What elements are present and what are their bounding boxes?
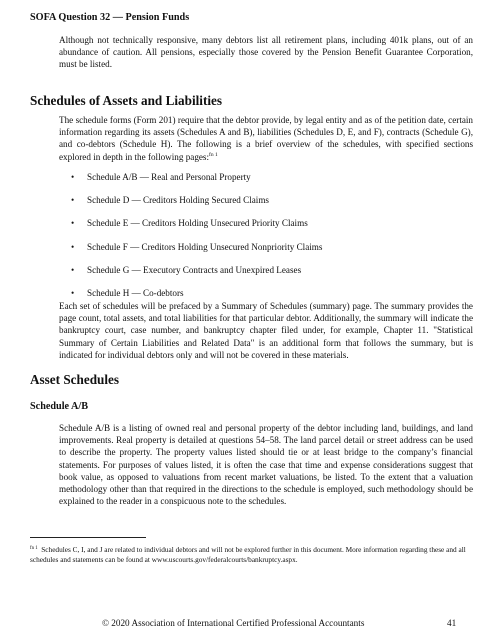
schedules-intro-paragraph (59, 114, 473, 163)
schedule-ab-body: Schedule A/B is a listing of owned real and personal property of the debtor including land, buildings, and land improvements. Real property is detailed at questions 54–58. The land parcel detail or street address can be used to describe the property. The property values listed should tie or at least bridge to the company’s financial statements. For purposes of values listed, it is often the case that time and expense considerations suggest that book value, as opposed to valuations from recent market valuations, be listed. To the extent that a valuation methodology other than that required in the directions to the schedule is employed, such methodology should be explained to the reader in a conspicuous note to the schedules. (59, 423, 473, 507)
footnote-reference: fn 1 (209, 151, 218, 158)
footnote (30, 545, 470, 565)
list-item (59, 264, 473, 276)
list-item (59, 194, 473, 206)
schedules-intro-text: The schedule forms (Form 201) require that the debtor provide, by legal entity and as of the petition date, certain information regarding its assets (Schedules A and B), liabilities (Schedules D, E, and F), contracts (Schedule G), and co-debtors (Schedule H). The following is a brief overview of the schedules, with specified sections explored in depth in the following pages: (59, 115, 473, 162)
list-item-text: Schedule D — Creditors Holding Secured Claims (87, 195, 269, 206)
footnote-text: Schedules C, I, and J are related to individual debtors and will not be explored further in this document. More information regarding these and all schedules and statements can be found at www.uscourts.gov/federalcourts/bankruptcy.aspx. (30, 545, 466, 565)
list-item-text: Schedule H — Co-debtors (87, 287, 184, 298)
bullet-icon: • (71, 218, 75, 229)
bullet-icon: • (71, 241, 75, 252)
sofa-question-heading: SOFA Question 32 — Pension Funds (30, 12, 190, 23)
footnote-marker: fn 1 (30, 546, 38, 551)
list-item (59, 287, 473, 299)
schedule-list (59, 171, 473, 310)
bullet-icon: • (71, 287, 75, 298)
bullet-icon: • (71, 195, 75, 206)
asset-schedules-heading: Asset Schedules (30, 372, 120, 387)
list-item-text: Schedule G — Executory Contracts and Unexpired Leases (87, 264, 302, 275)
list-item-text: Schedule E — Creditors Holding Unsecured Priority Claims (87, 218, 308, 229)
sofa-question-body: Although not technically responsive, many debtors list all retirement plans, including 401k plans, out of an abundance of caution. All pensions, especially those covered by the Pension Benefit Guarantee Corporation, must be listed. (59, 35, 473, 70)
list-item (59, 217, 473, 229)
bullet-icon: • (71, 172, 75, 182)
list-item-text: Schedule A/B — Real and Personal Property (87, 172, 251, 182)
list-item (59, 171, 473, 183)
copyright-text: © 2020 Association of International Certified Professional Accountants (102, 618, 365, 628)
page-number: 41 (447, 618, 457, 628)
list-item-text: Schedule F — Creditors Holding Unsecured Nonpriority Claims (87, 241, 323, 252)
schedules-section-heading: Schedules of Assets and Liabilities (30, 93, 222, 108)
footnote-divider (30, 537, 146, 538)
summary-paragraph: Each set of schedules will be prefaced by a Summary of Schedules (summary) page. The summary provides the page count, total assets, and total liabilities for that particular debtor. Additionally, the summary will indicate the bankruptcy court, case number, and bankruptcy chapter filed under, for example, Chapter 11. "Statistical Summary of Certain Liabilities and Related Data" is an additional form that follows the summary, but is indicated for individual debtors only and will not be covered in these materials. (59, 301, 473, 360)
list-item (59, 241, 473, 253)
schedule-ab-subheading: Schedule A/B (30, 401, 89, 412)
bullet-icon: • (71, 264, 75, 275)
